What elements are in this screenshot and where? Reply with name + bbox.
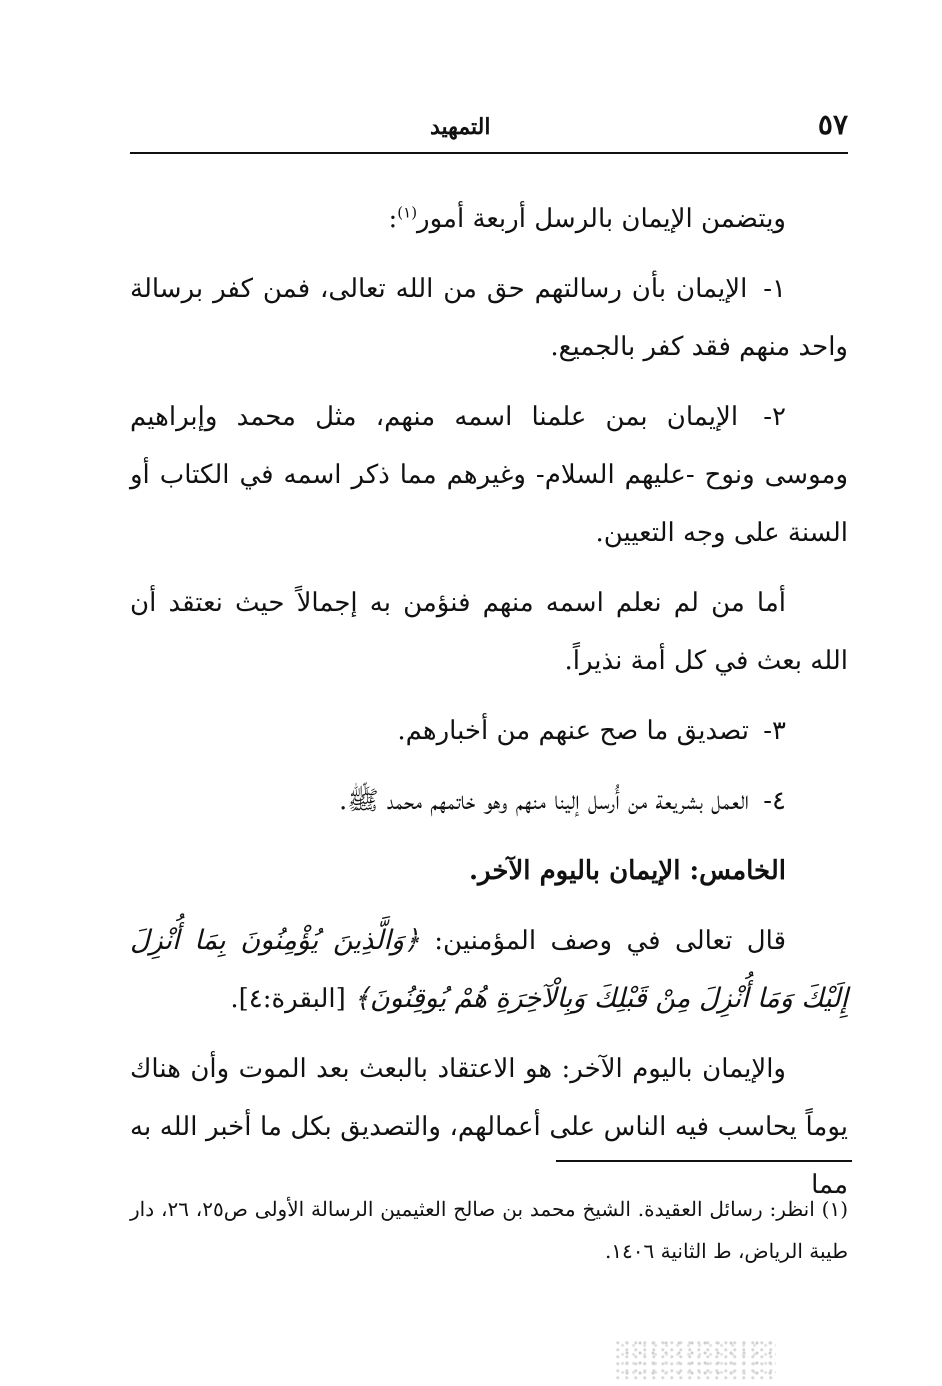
unnamed-prophets-paragraph: أما من لم نعلم اسمه منهم فنؤمن به إجمالاً حيث نعتقد أن الله بعث في كل أمة نذيراً. [130, 588, 848, 676]
definition-paragraph: والإيمان باليوم الآخر: هو الاعتقاد بالبعث بعد الموت وأن هناك يوماً يحاسب فيه الناس على أعمالهم، والتصديق بكل ما أخبر الله به مما [130, 1054, 848, 1200]
page-body [130, 190, 848, 1226]
list-item-2 [130, 388, 848, 562]
list-number: ٢- [763, 402, 786, 432]
list-item-4 [130, 772, 848, 830]
section-heading: الخامس: الإيمان باليوم الآخر. [469, 856, 786, 886]
page-number: ٥٧ [817, 108, 848, 141]
list-item-3 [130, 702, 848, 760]
list-text: تصديق ما صح عنهم من أخبارهم. [397, 716, 749, 746]
list-text: الإيمان بأن رسالتهم حق من الله تعالى، فمن كفر برسالة واحد منهم فقد كفر بالجميع. [130, 274, 848, 362]
list-number: ٣- [763, 716, 786, 746]
page-header [130, 108, 848, 148]
verse-intro: قال تعالى في وصف المؤمنين: [434, 926, 786, 956]
intro-colon: : [388, 204, 398, 234]
list-text: الإيمان بمن علمنا اسمه منهم، مثل محمد وإبراهيم وموسى ونوح -عليهم السلام- وغيرهم مما ذكر اسمه في الكتاب أو السنة على وجه التعيين. [130, 402, 848, 548]
list-number: ٤- [763, 786, 786, 816]
list-text: العمل بشريعة من أُرسل إلينا منهم وهو خاتمهم محمد ﷺ. [338, 786, 749, 816]
running-title: التمهيد [430, 114, 491, 140]
list-number: ١- [763, 274, 786, 304]
footnote-divider [556, 1160, 852, 1162]
list-item-1 [130, 260, 848, 376]
intro-text: ويتضمن الإيمان بالرسل أربعة أمور [417, 204, 786, 234]
footnote: (١) انظر: رسائل العقيدة. الشيخ محمد بن صالح العثيمين الرسالة الأولى ص٢٥، ٢٦، دار طيبة الرياض، ط الثانية ١٤٠٦. [130, 1197, 849, 1263]
quran-verse: ﴿وَالَّذِينَ يُؤْمِنُونَ بِمَا أُنْزِلَ إِلَيْكَ وَمَا أُنْزِلَ مِنْ قَبْلِكَ وَبِالْآخِرَةِ هُمْ يُوقِنُونَ﴾ [130, 925, 848, 1014]
scan-noise [616, 1340, 776, 1380]
footnote-ref: (١) [397, 203, 418, 222]
intro-paragraph [130, 190, 848, 248]
verse-reference: [البقرة:٤]. [230, 984, 346, 1014]
verse-paragraph [130, 912, 848, 1028]
header-divider [130, 152, 848, 154]
